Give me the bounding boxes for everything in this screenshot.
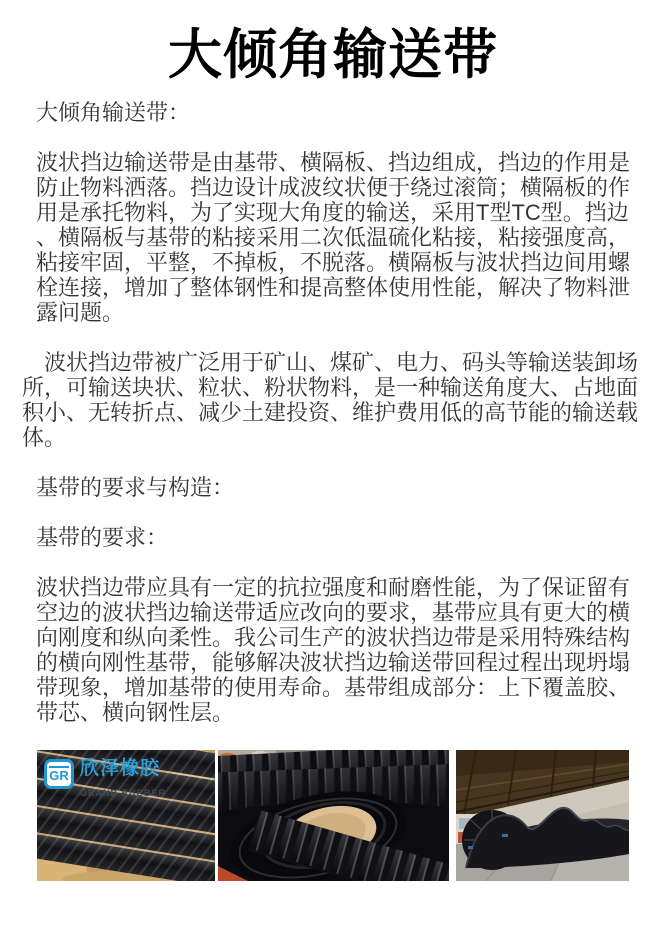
heading-base-belt-section: 基带的要求与构造： bbox=[36, 475, 235, 500]
product-photo-row bbox=[37, 750, 630, 881]
factory-floor-illustration bbox=[456, 750, 629, 881]
heading-base-belt-requirements: 基带的要求： bbox=[36, 525, 169, 550]
product-photo-factory-floor bbox=[456, 750, 629, 881]
article-page bbox=[0, 22, 666, 952]
product-photo-belt-coil bbox=[218, 750, 449, 881]
brand-gr-icon: GR bbox=[44, 759, 74, 789]
brand-name-en: GRAND RUBBER bbox=[80, 788, 166, 798]
intro-line: 大倾角输送带： bbox=[36, 100, 191, 125]
page-title: 大倾角输送带 bbox=[168, 25, 498, 85]
paragraph-composition: 波状挡边输送带是由基带、横隔板、挡边组成，挡边的作用是防止物料洒落。挡边设计成波纹状便于绕过滚筒；横隔板的作用是承托物料，为了实现大角度的输送，采用T型TC型。挡边、横隔板与基带的粘接采用二次低温硫化粘接，粘接强度高，粘接牢固，平整，不掉板，不脱落。横隔板与波状挡边间用螺栓连接，增加了整体钢性和提高整体使用性能，解决了物料泄露问题。 bbox=[36, 150, 631, 325]
belt-coil-illustration bbox=[218, 750, 449, 881]
paragraph-application: 波状挡边带被广泛用于矿山、煤矿、电力、码头等输送装卸场所，可输送块状、粒状、粉状物料，是一种输送角度大、占地面积小、无转折点、减少土建投资、维护费用低的高节能的输送载体。 bbox=[22, 350, 639, 450]
product-photo-sidewall-closeup bbox=[37, 750, 215, 881]
watermark-logo bbox=[44, 759, 166, 806]
paragraph-base-belt-requirements: 波状挡边带应具有一定的抗拉强度和耐磨性能，为了保证留有空边的波状挡边输送带适应改向的要求，基带应具有更大的横向刚度和纵向柔性。我公司生产的波状挡边带是采用特殊结构的横向刚性基带，能够解决波状挡边输送带回程过程出现坍塌带现象，增加基带的使用寿命。基带组成部分：上下覆盖胶、带芯、横向钢性层。 bbox=[36, 575, 631, 725]
article-body bbox=[0, 100, 666, 881]
brand-name-cn: 欣泽橡胶 bbox=[80, 758, 161, 779]
